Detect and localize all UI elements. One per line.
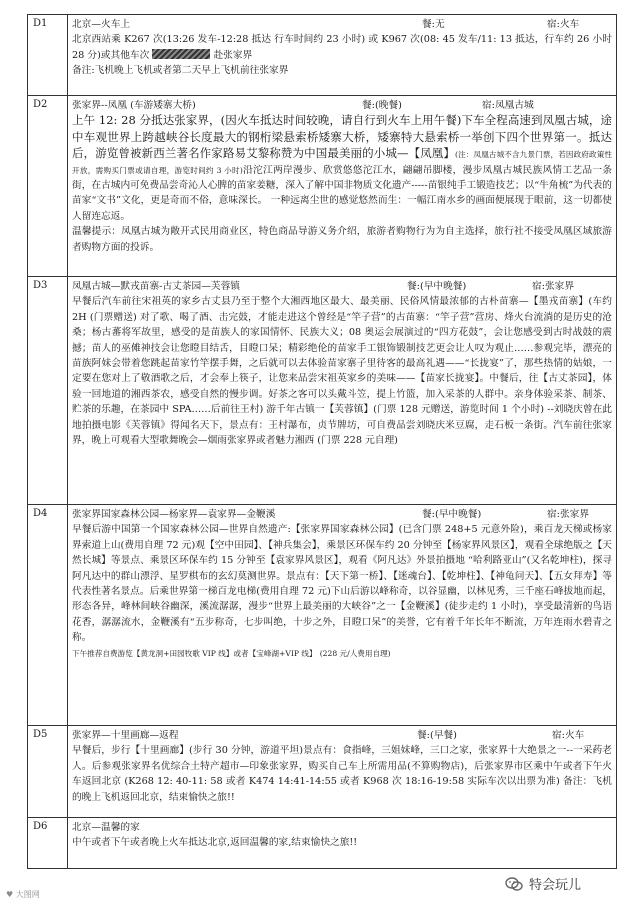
day-body-rest: 沿沱江两岸漫步、欣赏悠悠沱江水，翩翩吊脚楼，漫步凤凰古城民族风情工艺品一条街，在古城内可免费品尝奇沁人心脾的苗家姜糖，深入了解中国非物质文化遗产-----苗银纯手工锻造技艺；以“牛角梳”为代表的苗家“文书”文化，更是奇而不俗，意味深长。 一种远离尘世的感觉悠然而生：一幅江南水乡的画面便展现于眼前，这一切都使人留连忘返。 <box>72 164 612 222</box>
watermark-icon: ♥ <box>6 890 16 899</box>
day-title: 张家界—十里画廊—返程 <box>72 730 179 741</box>
optional-tour <box>72 646 612 661</box>
day-content <box>72 279 612 448</box>
day-content <box>72 507 612 661</box>
day-title: 凤凰古城—默戎苗寨-古丈茶园—芙蓉镇 <box>72 281 240 292</box>
train-info: 北京西站乘 K267 次(13:26 发车-12:28 抵达 行车时间约 23 小时) 或 K967 次(08: 45 发车/11: 13 抵达，行车约 26 小时 28 分)或其他车次 <box>72 34 612 61</box>
day-title: 北京—温馨的家 <box>72 822 140 833</box>
day-label: D2 <box>28 96 68 276</box>
day-row-3 <box>28 277 616 505</box>
day-meals: 餐:(晚餐) <box>362 100 402 111</box>
watermark <box>6 889 40 900</box>
day-header <box>72 17 612 32</box>
day-body: 早餐后游中国第一个国家森林公园—世界自然遗产:【张家界国家森林公园】(已含门票 248+5 元意外险)，乘百龙天梯或杨家界索道上山(费用自理 72 元)观【空中田园】、【神兵集会】，乘景区环保车约 20 分钟至【杨家界风景区】，观看全球绝版之【天然长城】等景点、乘景区环保车约 15 分钟至【袁家界风景区】，观看《阿凡达》外景拍摄地 “哈利路亚山”(又名乾坤柱)，探寻阿凡达中的群山漂浮、星罗棋布的玄幻莫测世界。景点有：【天下第一桥】、【迷魂台】、【乾坤柱】、【神龟问天】、【五女拜寿】等代表性著名景点。后乘世界第一梯百龙电梯(费用自理 72 元)下山后游以峰称奇，以谷显幽，以林见秀，三千座石峰拔地而起，形态各异，峰林间峡谷幽深，溪流潺潺，漫步“世界上最美丽的大峡谷”之一【金鞭溪】(徒步走约 1 小时)，享受最清新的鸟语花香，潺潺流水，金鞭溪有“五步称奇，七步叫绝，十步之外，目瞪口呆”的美誉，它有着千年长年不断流，万年连雨水碧青之称。 <box>72 524 612 644</box>
day-title: 张家界--凤凰 (车游矮寨大桥) <box>72 100 196 111</box>
optional-tour-text: 下午推荐自费游览【黄龙洞+田园牧歌 VIP 线】或者【宝峰湖+VIP 线】 <box>72 648 317 658</box>
day-label: D4 <box>28 505 68 725</box>
day-body-note: (注：凤凰古城不含九景门票，若因政府政策性开放，需购买门票或请自理，游览时间约 3 小时) <box>72 150 613 175</box>
day-content <box>72 98 612 255</box>
day-header <box>72 507 612 522</box>
wechat-icon <box>505 877 523 891</box>
day-stay: 宿:凤凰古城 <box>482 100 534 111</box>
redaction-mark <box>152 49 210 59</box>
day-body: 早餐后，步行【十里画廊】(步行 30 分钟，游道平坦)景点有：食指峰，三姐妹峰，三口之家，张家界十大绝景之一--一采药老人。后参观张家界名优综合土特产超市—印象张家界，购买自己车上所需用品(不算购物店)，后张家界市区乘中午或者下午火车返回北京 (K268 12: 40-11: 58 或者 K474 14:41-14:55 或者 K968 次 18:16-19:58 实际车次以出票为准) 备注：飞机的晚上飞机返回北京，结束愉快之旅!! <box>72 745 612 803</box>
day-content <box>72 820 612 851</box>
day-row-2 <box>28 96 616 277</box>
day-title: 北京—火车上 <box>72 19 131 30</box>
day-label: D1 <box>28 15 68 95</box>
day-label: D6 <box>28 818 68 868</box>
wechat-logo <box>505 874 581 893</box>
day-meals: 餐:(早餐) <box>417 730 457 741</box>
day-row-1 <box>28 15 616 96</box>
day-title: 张家界国家森林公园—杨家界—袁家界—金鞭溪 <box>72 509 276 520</box>
day-stay: 宿:张家界 <box>532 281 575 292</box>
day-row-5 <box>28 726 616 818</box>
day-header <box>72 98 612 113</box>
day-body <box>72 113 612 224</box>
day-stay: 宿:火车 <box>552 730 585 741</box>
day-meals: 餐:无 <box>422 19 445 30</box>
train-destination: 赴张家界 <box>213 49 253 61</box>
day-body-main: 上午 12: 28 分抵达张家界，(因火车抵达时间较晚，请自行到火车上用午餐)下车全程高速到凤凰古城，途中车观世界上跨越峡谷长度最大的钢桁梁悬索桥矮寨大桥，矮寨特大悬索桥一举创下四个世界第一。抵达后，游览曾被新西兰著名作家路易艾黎称赞为中国最美丽的小城—【凤凰】 <box>72 113 612 161</box>
optional-tour-price: (228 元/人费用自理) <box>319 648 391 658</box>
day-header <box>72 820 612 835</box>
day-row-4 <box>28 505 616 726</box>
day-meals: 餐:(早中晚餐) <box>407 281 467 292</box>
day-stay: 宿:张家界 <box>547 509 590 520</box>
day-row-6 <box>28 818 616 868</box>
day-body: 早餐后汽车前往宋祖英的家乡古丈县乃至于整个大湘西地区最大、最美丽、民俗风情最浓郁的古朴苗寨—【墨戎苗寨】(车约 2H (门票赠送) 对了歌、喝了酒、击完鼓，才能走进这个曾经是“竿子营”的古苗寨：“竿子营”营房、烽火台流淌的是历史的沧桑；杨古蕃将军故里，感受的是苗族人的家国情怀、民族大义；08 奥运会展演过的“四方花鼓”，会让您感受到古时战鼓的震撼；苗人的巫傩神技会让您瞪目结舌，目瞪口呆；精彩绝伦的苗家手工银饰锻制技艺更会让人叹为观止……参观完毕，漂亮的苗族阿妹会带着您跳起苗家竹竿摆手舞，之后就可以去体验苗家寨子里待客的最高礼遇——“长拢宴”了，那些热情的姑娘，一定要在您对上了敬酒歌之后，才会奉上筷子，让您来品尝宋祖英家乡的美味——【苗家长拢宴】。中餐后，往【古丈茶园】，体验一回地道的湘西茶农，感受自然的慢步调。好茶之客可以头戴斗笠，提上竹篮，加入采茶的人群中。亲身体验采茶、制茶、贮茶的乐趣，在茶园中 SPA……后前往王村) 游千年古镇一【芙蓉镇】(门票 128 元赠送，游览时间 1 个小时) --刘晓庆曾在此地拍摄电影《芙蓉镇》得闻名天下，景点有：王村瀑布，贞节牌坊，可自费品尝刘晓庆米豆腐，走石板一条街。汽车前往张家界，晚上可观看大型歌舞晚会—烟雨张家界或者魅力湘西 (门票 228 元自理) <box>72 296 612 447</box>
watermark-text: 大图网 <box>15 890 40 899</box>
day-meals: 餐:(早中晚餐) <box>422 509 482 520</box>
day-content <box>72 17 612 79</box>
day-remark: 备注:飞机晚上飞机或者第二天早上飞机前往张家界 <box>72 65 289 77</box>
day-label: D5 <box>28 726 68 817</box>
day-tip: 温馨提示：凤凰古城为敞开式民用商业区，特色商品导游义务介绍，旅游者购物行为为自主选择，旅行社不接受凤凰区域旅游者购物方面的投诉。 <box>72 226 612 253</box>
day-body: 中午或者下午或者晚上火车抵达北京,返回温馨的家,结束愉快之旅!! <box>72 837 358 849</box>
day-header <box>72 728 612 743</box>
day-header <box>72 279 612 294</box>
itinerary-table <box>27 14 617 869</box>
day-stay: 宿:火车 <box>547 19 580 30</box>
day-body <box>72 32 612 63</box>
day-label: D3 <box>28 277 68 504</box>
logo-text: 特会玩儿 <box>529 878 582 893</box>
day-content <box>72 728 612 805</box>
